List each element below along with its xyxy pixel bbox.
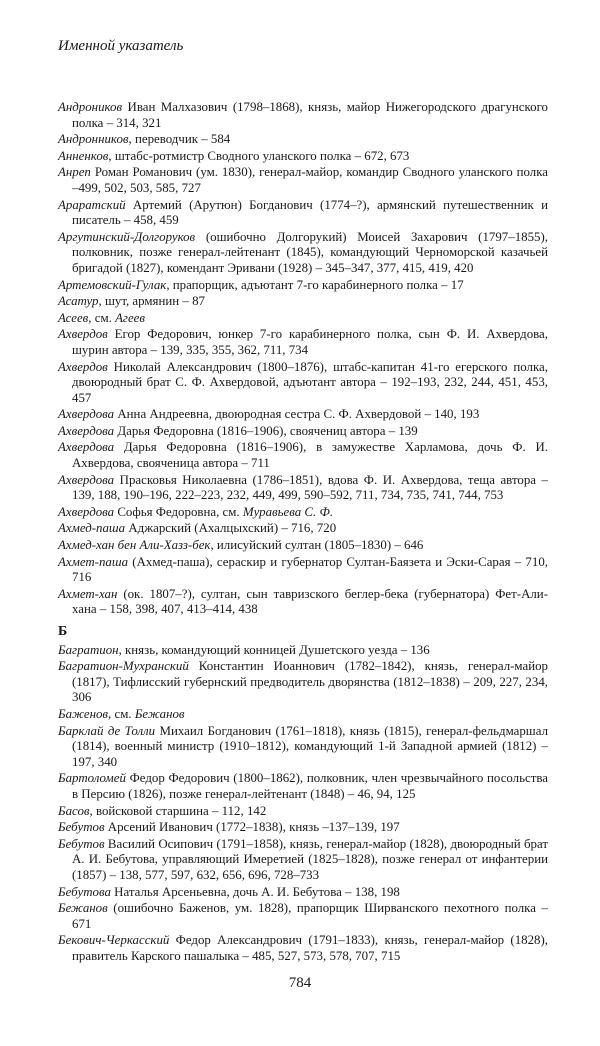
index-entry xyxy=(58,132,548,148)
entry-cross-reference: Бежанов xyxy=(134,706,185,721)
entry-text: Михаил Богданович (1761–1818), князь (1815), генерал-фельдмаршал (1814), военный министр (1910–1812), командующий 1-й Западной армией (1812) – 197, 340 xyxy=(72,723,549,769)
entry-name: Бартоломей xyxy=(58,771,126,786)
index-entry xyxy=(58,587,548,618)
index-entry xyxy=(58,230,548,277)
entry-text: , см. xyxy=(88,310,116,325)
entry-text: Арсений Иванович (1772–1838), князь –137–139, 197 xyxy=(104,820,400,835)
entry-name: Аргутинский-Долгоруков xyxy=(58,229,196,244)
entry-name: Асатур xyxy=(58,294,99,309)
entry-text: Николай Александрович (1800–1876), штабс-капитан 41-го егерского полка, двоюродный брат С. Ф. Ахвердовой, адъютант автора – 192–193, 232, 244, 451, 453, 457 xyxy=(72,359,548,405)
entry-text: Иван Малхазович (1798–1868), князь, майор Нижегородского драгунского полка – 314, 321 xyxy=(72,100,548,130)
entry-text: Аджарский (Ахалцыхский) – 716, 720 xyxy=(125,521,337,536)
index-entry xyxy=(58,505,548,521)
entry-name: Ахвердова xyxy=(58,472,115,487)
index-entry xyxy=(58,820,548,836)
entry-name: Ахвердова xyxy=(58,504,115,519)
entry-text: (ошибочно Баженов, ум. 1828), прапорщик Ширванского пехотного полка – 671 xyxy=(72,901,548,931)
index-entry xyxy=(58,327,548,358)
entry-text: Егор Федорович, юнкер 7-го карабинерного полка, сын Ф. И. Ахвердова, шурин автора – 139, 335, 355, 362, 711, 734 xyxy=(72,327,548,357)
index-entry xyxy=(58,424,548,440)
entry-text: (ок. 1807–?), султан, сын тавризского беглер-бека (губернатора) Фет-Али-хана – 158, 398, 407, 413–414, 438 xyxy=(72,586,548,617)
entry-cross-reference: Агеев xyxy=(115,310,146,325)
entry-text: , князь, командующий конницей Душетского уезда – 136 xyxy=(118,642,430,657)
entry-name: Ахмед-хан бен Али-Хазз-бек xyxy=(58,538,211,553)
index-entry xyxy=(58,804,548,820)
entry-name: Баженов xyxy=(58,706,109,721)
index-entry xyxy=(58,771,548,802)
entry-name: Барклай де Толли xyxy=(58,723,156,738)
index-entry xyxy=(58,149,548,165)
entry-text: , войсковой старшина – 112, 142 xyxy=(89,803,267,818)
index-entry xyxy=(58,311,548,327)
entry-name: Ахвердов xyxy=(58,359,108,374)
index-entry xyxy=(58,707,548,723)
entry-name: Ахмет-хан xyxy=(58,586,118,601)
entry-name: Басов xyxy=(58,803,90,818)
section-letter: Б xyxy=(58,624,68,639)
entry-name: Андроников xyxy=(58,100,123,114)
entry-text: Константин Иоаннович (1782–1842), князь, генерал-майор (1817), Тифлисский губернский предводитель дворянства (1812–1838) – 209, 227, 234, 306 xyxy=(72,659,548,705)
entry-name: Ахмет-паша xyxy=(58,554,129,569)
entry-text: (Ахмед-паша), сераскир и губернатор Султан-Баязета и Эски-Сарая – 710, 716 xyxy=(72,554,548,585)
entry-name: Ахвердова xyxy=(58,423,115,438)
entry-text: Дарья Федоровна (1816–1906), в замужестве Харламова, дочь Ф. И. Ахвердова, свояченица автора – 711 xyxy=(72,440,548,471)
entry-text: Прасковья Николаевна (1786–1851), вдова Ф. И. Ахвердова, теща автора – 139, 188, 190–196, 222–223, 232, 449, 499, 590–592, 711, 734, 735, 741, 744, 753 xyxy=(72,472,548,503)
entry-text: Федор Федорович (1800–1862), полковник, член чрезвычайного посольства в Персию (1826), позже генерал-лейтенант (1848) – 46, 94, 125 xyxy=(72,771,548,801)
entry-text: Наталья Арсеньевна, дочь А. И. Бебутова – 138, 198 xyxy=(110,884,400,899)
entry-name: Бебутов xyxy=(58,836,105,851)
index-entry xyxy=(58,643,548,659)
running-head: Именной указатель xyxy=(58,38,184,54)
entry-name: Бекович-Черкасский xyxy=(58,933,170,948)
entry-name: Бежанов xyxy=(58,901,108,916)
entry-cross-reference: Муравьева С. Ф. xyxy=(242,504,334,519)
entry-name: Анреп xyxy=(58,165,91,180)
entry-text: , штабс-ротмистр Сводного уланского полка – 672, 673 xyxy=(108,148,410,163)
entry-name: Багратион xyxy=(58,642,119,657)
entry-name: Бебутова xyxy=(58,884,111,899)
index-entry xyxy=(58,901,548,932)
entry-text: , прапорщик, адъютант 7-го карабинерного полка – 17 xyxy=(166,277,464,292)
index-entry xyxy=(58,521,548,537)
entry-text: Роман Романович (ум. 1830), генерал-майор, командир Сводного уланского полка –499, 502, 503, 585, 727 xyxy=(72,165,548,195)
entry-name: Андронников xyxy=(58,132,129,147)
entry-text: , шут, армянин – 87 xyxy=(98,294,205,309)
entry-text: , переводчик – 584 xyxy=(128,132,231,147)
entry-name: Араратский xyxy=(58,197,126,212)
index-entry xyxy=(58,278,548,294)
index-entries xyxy=(58,100,548,965)
entry-text: , см. xyxy=(108,706,135,721)
entry-text: Софья Федоровна, см. xyxy=(114,504,243,519)
entry-text: (ошибочно Долгорукий) Моисей Захарович (1797–1855), полковник, позже генерал-лейтенант (1845), командующий Черноморской казачьей бригадой (1827), комендант Эривани (1928) – 345–347, 377, 415, 419, 420 xyxy=(72,229,548,275)
entry-name: Ахвердова xyxy=(58,440,115,455)
index-entry xyxy=(58,555,548,586)
index-entry xyxy=(58,933,548,964)
entry-name: Асеев xyxy=(58,310,89,325)
entry-name: Бебутов xyxy=(58,820,105,835)
entry-text: Анна Андреевна, двоюродная сестра С. Ф. Ахвердовой – 140, 193 xyxy=(114,407,480,422)
entry-name: Ахвердова xyxy=(58,407,115,422)
index-entry xyxy=(58,885,548,901)
index-entry xyxy=(58,538,548,554)
index-entry xyxy=(58,440,548,471)
entry-name: Ахвердов xyxy=(58,327,108,342)
index-entry xyxy=(58,407,548,423)
page-number: 784 xyxy=(288,975,312,991)
index-entry xyxy=(58,837,548,884)
entry-name: Анненков xyxy=(58,148,109,163)
entry-text: Федор Александрович (1791–1833), князь, генерал-майор (1828), правитель Карского пашалыка – 485, 527, 573, 578, 707, 715 xyxy=(72,933,548,963)
entry-name: Артемовский-Гулак xyxy=(58,277,167,292)
index-entry xyxy=(58,198,548,229)
entry-text: Дарья Федоровна (1816–1906), своячениц автора – 139 xyxy=(114,423,418,438)
index-entry xyxy=(58,659,548,706)
index-entry xyxy=(58,473,548,504)
index-entry xyxy=(58,294,548,310)
index-entry xyxy=(58,724,548,771)
index-entry xyxy=(58,360,548,407)
entry-text: Василий Осипович (1791–1858), князь, генерал-майор (1828), двоюродный брат А. И. Бебутова, управляющий Имеретией (1825–1828), позже генерал от инфантерии (1857) – 138, 577, 597, 632, 656, 696, 728–733 xyxy=(72,836,548,882)
entry-name: Ахмед-паша xyxy=(58,521,126,536)
index-entry xyxy=(58,165,548,196)
entry-text: Артемий (Арутюн) Богданович (1774–?), армянский путешественник и писатель – 458, 459 xyxy=(72,197,548,228)
entry-text: , илисуйский султан (1805–1830) – 646 xyxy=(210,538,424,553)
entry-name: Багратион-Мухранский xyxy=(58,659,189,674)
index-entry xyxy=(58,100,548,131)
